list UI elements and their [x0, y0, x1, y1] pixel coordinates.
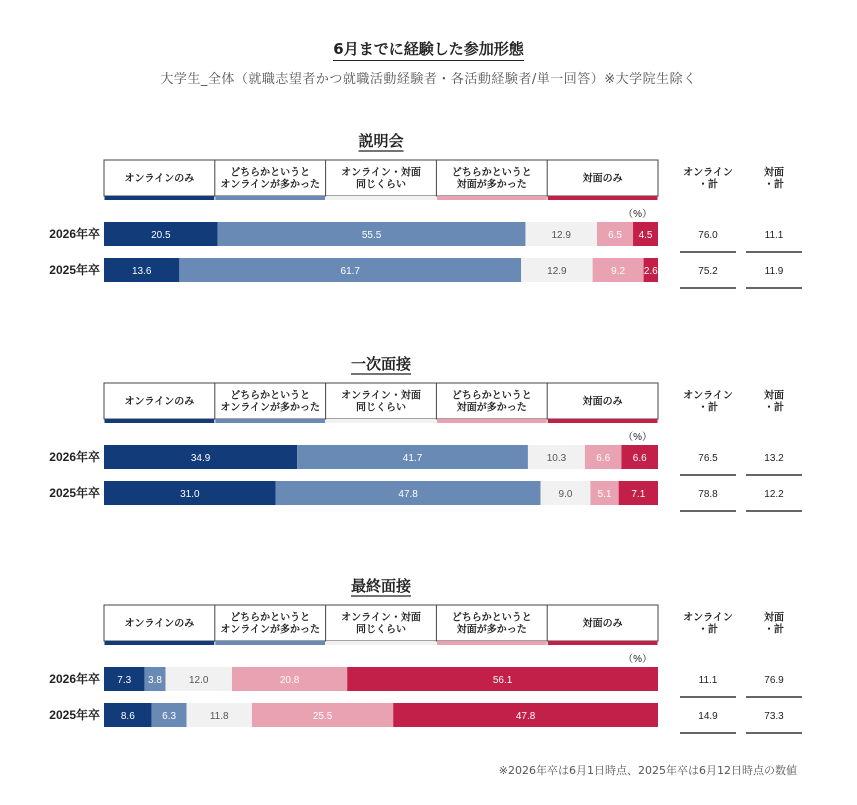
- section-1-row-1-value-label-4: 6.5: [608, 230, 622, 241]
- section-3-legend-swatch-1: [105, 641, 215, 645]
- section-3-row-2-value-label-5: 47.8: [515, 711, 536, 722]
- section-1-row-1-online-total: 76.0: [698, 230, 718, 241]
- section-3-legend-label-1-line-0: オンラインのみ: [124, 618, 195, 630]
- section-1-legend-label-2-line-0: どちらかというと: [230, 167, 311, 179]
- section-3-row-1-online-total: 11.1: [698, 675, 718, 686]
- section-3-row-1-label: 2026年卒: [49, 672, 100, 686]
- section-1-row-2-face-total: 11.9: [764, 266, 784, 277]
- section-2-row-2-value-label-2: 47.8: [398, 489, 418, 500]
- section-2-total-header-2-line-1: ・計: [764, 402, 784, 414]
- section-3-total-header-1-line-1: ・計: [698, 624, 718, 636]
- section-2-legend-swatch-5: [548, 419, 658, 423]
- section-2-row-2-value-label-5: 7.1: [631, 489, 646, 500]
- section-2-title: 一次面接: [350, 356, 412, 373]
- section-2-total-header-1-line-0: オンライン: [683, 390, 733, 402]
- section-2-unit-label: （%）: [623, 432, 652, 443]
- section-1-row-1-value-label-2: 55.5: [361, 230, 382, 241]
- section-2-total-header-1-line-1: ・計: [698, 402, 718, 414]
- section-3-total-header-1-line-0: オンライン: [683, 612, 733, 624]
- section-2-legend-label-1-line-0: オンラインのみ: [124, 396, 195, 408]
- section-2-row-1-online-total: 76.5: [698, 453, 718, 464]
- section-2-row-1-label: 2026年卒: [49, 450, 100, 464]
- section-2-legend-swatch-3: [326, 419, 436, 423]
- section-1-row-1-value-label-5: 4.5: [638, 230, 653, 241]
- section-2-row-1-value-label-5: 6.6: [632, 453, 647, 464]
- section-1-title: 説明会: [358, 133, 404, 150]
- section-3-row-1-face-total: 76.9: [764, 675, 784, 686]
- section-3-row-2-face-total: 73.3: [764, 711, 784, 722]
- section-2-row-1-value-label-2: 41.7: [402, 453, 423, 464]
- section-2-row-2-value-label-3: 9.0: [558, 489, 573, 500]
- section-1-legend-swatch-1: [105, 196, 215, 200]
- section-2-row-1-value-label-3: 10.3: [546, 453, 567, 464]
- section-2-row-2-face-total: 12.2: [764, 489, 784, 500]
- section-1-legend-swatch-4: [437, 196, 547, 200]
- section-3-row-1-value-label-3: 12.0: [188, 675, 209, 686]
- section-3-legend-swatch-2: [215, 641, 325, 645]
- section-1-row-1-face-total: 11.1: [764, 230, 784, 241]
- section-2-row-1-face-total: 13.2: [764, 453, 784, 464]
- section-1-row-1-label: 2026年卒: [49, 227, 100, 241]
- section-2-row-1-value-label-4: 6.6: [596, 453, 611, 464]
- section-2-row-1-value-label-1: 34.9: [190, 453, 211, 464]
- section-1-legend-swatch-2: [215, 196, 325, 200]
- section-2-total-header-2-line-0: 対面: [764, 390, 784, 402]
- section-3-title: 最終面接: [350, 578, 412, 595]
- section-1-legend-label-5-line-0: 対面のみ: [582, 173, 623, 185]
- section-3-row-2-value-label-1: 8.6: [120, 711, 135, 722]
- section-1-row-2-online-total: 75.2: [698, 266, 718, 277]
- section-2-row-2-value-label-4: 5.1: [597, 489, 612, 500]
- section-1-total-header-2-line-1: ・計: [764, 179, 784, 191]
- section-1-legend-swatch-5: [548, 196, 658, 200]
- section-1-row-2-value-label-5: 2.6: [643, 266, 658, 277]
- section-3-row-2-value-label-4: 25.5: [312, 711, 333, 722]
- page-subtitle: 大学生_全体（就職志望者かつ就職活動経験者・各活動経験者/単一回答）※大学院生除く: [160, 72, 697, 87]
- section-1-row-2-value-label-4: 9.2: [611, 266, 626, 277]
- section-3-total-header-2-line-1: ・計: [764, 624, 784, 636]
- section-3-legend-label-2-line-1: オンラインが多かった: [220, 624, 321, 636]
- section-1-row-2-value-label-2: 61.7: [340, 266, 360, 277]
- section-2-legend-label-2-line-1: オンラインが多かった: [220, 402, 321, 414]
- section-2-legend-label-4-line-1: 対面が多かった: [456, 402, 527, 414]
- section-3-legend-swatch-5: [548, 641, 658, 645]
- section-3-total-header-2-line-0: 対面: [764, 612, 784, 624]
- section-3-legend-label-4-line-0: どちらかというと: [451, 612, 532, 624]
- section-3-row-1-value-label-5: 56.1: [492, 675, 513, 686]
- section-1-row-2-value-label-3: 12.9: [547, 266, 567, 277]
- section-1-total-header-1-line-1: ・計: [698, 179, 718, 191]
- section-1-total-header-2-line-0: 対面: [764, 167, 784, 179]
- section-1-total-header-1-line-0: オンライン: [683, 167, 733, 179]
- section-2-row-2-online-total: 78.8: [698, 489, 718, 500]
- section-3-legend-label-3-line-0: オンライン・対面: [341, 612, 421, 624]
- section-3-legend-label-4-line-1: 対面が多かった: [456, 624, 527, 636]
- section-2-legend-label-2-line-0: どちらかというと: [230, 390, 311, 402]
- section-1-row-1-value-label-3: 12.9: [551, 230, 571, 241]
- section-3-unit-label: （%）: [623, 654, 652, 665]
- section-3-row-1-value-label-1: 7.3: [117, 675, 132, 686]
- section-1-row-2-value-label-1: 13.6: [131, 266, 152, 277]
- section-2-legend-swatch-4: [437, 419, 547, 423]
- section-1-legend-label-4-line-0: どちらかというと: [451, 167, 532, 179]
- section-3-row-2-value-label-3: 11.8: [209, 711, 229, 722]
- section-3-row-2-label: 2025年卒: [49, 708, 100, 722]
- section-3-legend-label-2-line-0: どちらかというと: [230, 612, 311, 624]
- section-2-legend-swatch-1: [105, 419, 215, 423]
- section-3-legend-swatch-3: [326, 641, 436, 645]
- section-1-legend-label-1-line-0: オンラインのみ: [124, 173, 195, 185]
- section-2-legend-label-3-line-1: 同じくらい: [356, 402, 406, 414]
- section-3-row-2-value-label-2: 6.3: [162, 711, 177, 722]
- section-3-row-1-value-label-4: 20.8: [279, 675, 300, 686]
- section-2-legend-label-5-line-0: 対面のみ: [582, 396, 623, 408]
- section-3-legend-swatch-4: [437, 641, 547, 645]
- section-2-row-2-value-label-1: 31.0: [180, 489, 200, 500]
- section-1-legend-label-3-line-0: オンライン・対面: [341, 167, 421, 179]
- section-3-row-2-online-total: 14.9: [698, 711, 718, 722]
- footnote: ※2026年卒は6月1日時点、2025年卒は6月12日時点の数値: [498, 764, 797, 777]
- page-title-text: 6月までに経験した参加形態: [333, 40, 523, 61]
- section-1-row-2-label: 2025年卒: [49, 263, 100, 277]
- section-1-unit-label: （%）: [623, 209, 652, 220]
- section-3-legend-label-5-line-0: 対面のみ: [582, 618, 623, 630]
- section-1-legend-label-4-line-1: 対面が多かった: [456, 179, 527, 191]
- section-2-row-2-label: 2025年卒: [49, 486, 100, 500]
- section-3-legend-label-3-line-1: 同じくらい: [356, 624, 406, 636]
- section-1-legend-label-3-line-1: 同じくらい: [356, 179, 406, 191]
- section-1-legend-swatch-3: [326, 196, 436, 200]
- section-2-legend-label-4-line-0: どちらかというと: [451, 390, 532, 402]
- section-1-legend-label-2-line-1: オンラインが多かった: [220, 179, 321, 191]
- section-3-row-1-value-label-2: 3.8: [148, 675, 162, 686]
- section-2-legend-label-3-line-0: オンライン・対面: [341, 390, 421, 402]
- section-2-legend-swatch-2: [215, 419, 325, 423]
- section-1-row-1-value-label-1: 20.5: [151, 230, 171, 241]
